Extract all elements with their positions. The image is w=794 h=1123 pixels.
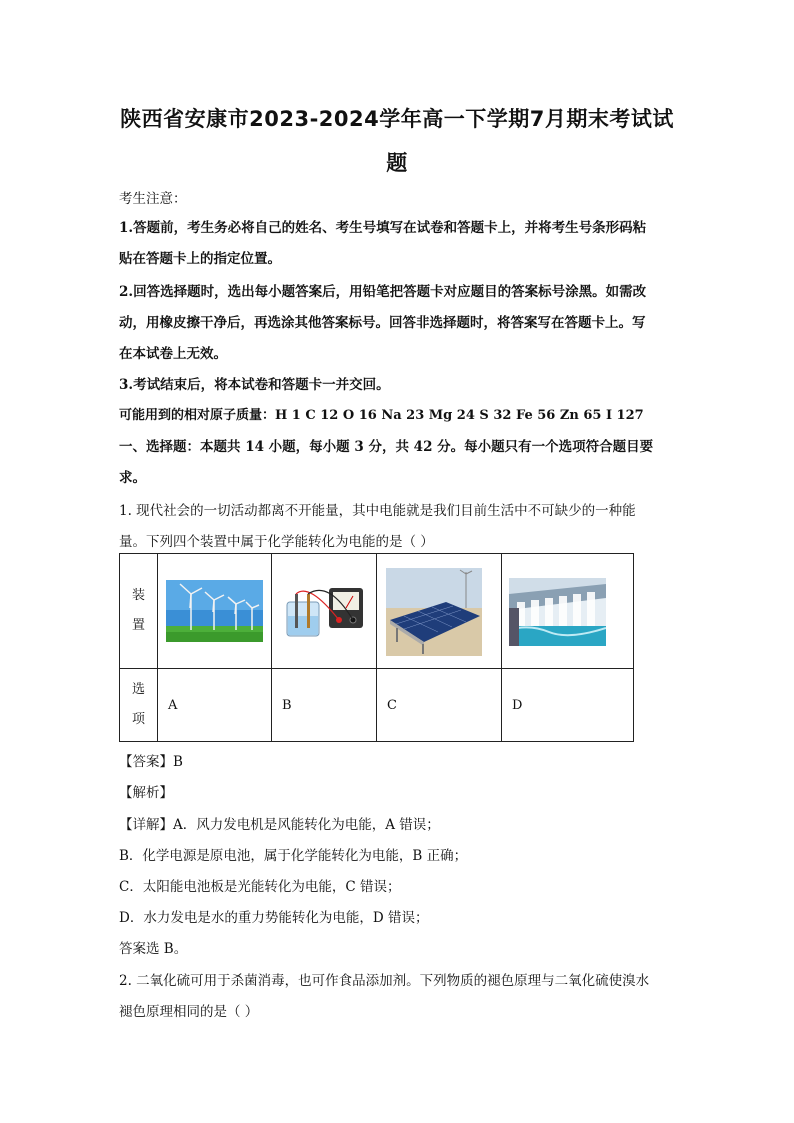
- wind-turbine-image: [166, 580, 263, 642]
- hydropower-dam-image: [509, 578, 606, 646]
- option-header-char-1: 选: [131, 682, 145, 697]
- notice-heading: 考生注意：: [119, 191, 187, 207]
- q2-stem-2: 褪色原理相同的是（ ）: [119, 1004, 259, 1020]
- option-row-header: [120, 669, 158, 742]
- page-title-line-2: 题: [386, 151, 408, 175]
- device-row-header: [120, 554, 158, 669]
- page-title-line-1: 陕西省安康市2023-2024学年高一下学期7月期末考试试: [120, 107, 674, 131]
- option-header-char-2: 项: [131, 712, 145, 727]
- device-c-cell: [377, 554, 502, 669]
- q1-detail-c: C．太阳能电池板是光能转化为电能，C 错误；: [119, 879, 401, 895]
- q1-detail-a: 【详解】A．风力发电机是风能转化为电能，A 错误；: [119, 817, 440, 833]
- atomic-mass-line: 可能用到的相对原子质量：H 1 C 12 O 16 Na 23 Mg 24 S 32 Fe 56 Zn 65 I 127: [119, 408, 644, 423]
- device-header-char-2: 置: [131, 618, 145, 633]
- section-heading-1: 一、选择题：本题共 14 小题，每小题 3 分，共 42 分。每小题只有一个选项符合题目要: [119, 439, 654, 455]
- notice-item-2c: 在本试卷上无效。: [119, 346, 227, 362]
- option-a: A: [158, 669, 272, 742]
- q1-detail-d: D．水力发电是水的重力势能转化为电能，D 错误；: [119, 910, 429, 926]
- q2-stem-1: 2. 二氧化硫可用于杀菌消毒，也可作食品添加剂。下列物质的褪色原理与二氧化硫使溴水: [119, 973, 650, 989]
- q1-detail-b: B．化学电源是原电池，属于化学能转化为电能，B 正确；: [119, 848, 468, 864]
- galvanic-cell-image: [279, 580, 369, 642]
- option-d: D: [502, 669, 634, 742]
- option-b: B: [272, 669, 377, 742]
- q1-conclusion: 答案选 B。: [119, 941, 188, 957]
- device-a-cell: [158, 554, 272, 669]
- q1-stem-2: 量。下列四个装置中属于化学能转化为电能的是（ ）: [119, 534, 434, 550]
- device-header-char-1: 装: [131, 588, 145, 603]
- section-heading-2: 求。: [119, 470, 146, 486]
- notice-item-2b: 动，用橡皮擦干净后，再选涂其他答案标号。回答非选择题时，将答案写在答题卡上。写: [119, 315, 646, 331]
- q1-analysis-label: 【解析】: [119, 785, 173, 801]
- option-c: C: [377, 669, 502, 742]
- q1-options-table: [119, 553, 634, 742]
- q1-stem-1: 1. 现代社会的一切活动都离不开能量，其中电能就是我们目前生活中不可缺少的一种能: [119, 503, 636, 519]
- solar-panel-image: [386, 568, 482, 656]
- notice-item-1a: 1.答题前，考生务必将自己的姓名、考生号填写在试卷和答题卡上，并将考生号条形码粘: [119, 220, 647, 236]
- notice-item-2a: 2.回答选择题时，选出每小题答案后，用铅笔把答题卡对应题目的答案标号涂黑。如需改: [119, 284, 647, 300]
- notice-item-3: 3.考试结束后，将本试卷和答题卡一并交回。: [119, 377, 390, 393]
- notice-item-1b: 贴在答题卡上的指定位置。: [119, 251, 281, 267]
- device-d-cell: [502, 554, 634, 669]
- q1-answer: 【答案】B: [119, 754, 183, 770]
- device-b-cell: [272, 554, 377, 669]
